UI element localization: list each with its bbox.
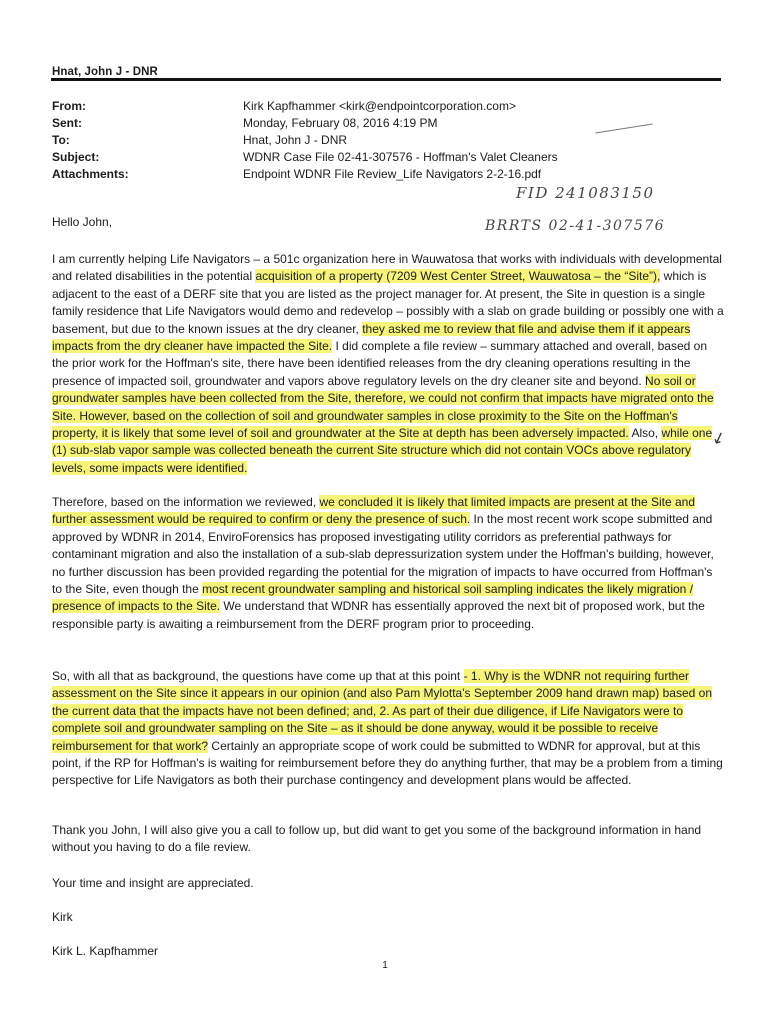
subject-value: WDNR Case File 02-41-307576 - Hoffman's Valet Cleaners: [243, 150, 558, 164]
to-label: To:: [52, 133, 70, 147]
p1-text-e: I did complete a file review – summary attached and overall, based on the prior work for the Hoffman's site, there have been identified releases from the dry cleaning operations resulting in the presence of impacted soil, groundwater and vapors above regulatory levels on the dry cleaner site and beyond.: [52, 339, 708, 388]
from-value: Kirk Kapfhammer <kirk@endpointcorporation.com>: [243, 99, 516, 113]
salutation: Hello John,: [52, 215, 113, 229]
header-rule: [51, 78, 721, 81]
from-label: From:: [52, 99, 86, 113]
p2-text-e: We understand that WDNR has essentially approved the next bit of proposed work, but the responsible party is awaiting a reimbursement from the DERF program prior to proceeding.: [52, 599, 705, 631]
p3-highlight-b: - 1. Why is the WDNR not requiring further assessment on the Site since it appears in our opinion (and also Pam Mylotta's September 2009 hand drawn map) based on the current data that the impacts have not been defined; and, 2. As part of their due diligence, if Life Navigators were to complete soil and groundwater sampling on the Site – as it should be done anyway, would it be possible to receive reimbursement for that work?: [52, 669, 713, 753]
paragraph-2: [52, 494, 724, 633]
pen-stroke-mark: [595, 123, 652, 133]
paragraph-1: [52, 251, 724, 477]
mailbox-owner: Hnat, John J - DNR: [52, 66, 158, 78]
handwritten-brrts: BRRTS 02-41-307576: [485, 218, 666, 234]
margin-arrow-mark: ↙: [709, 428, 729, 449]
p1-text-c: which is adjacent to the east of a DERF site that you are listed as the project manager for. At present, the Site in question is a single family residence that Life Navigators would demo and redevelop – possibly with a slab on grade building or possibly one with a basement, but due to the known issues at the dry cleaner,: [52, 269, 724, 336]
subject-label: Subject:: [52, 150, 100, 164]
sent-label: Sent:: [52, 116, 82, 130]
to-value: Hnat, John J - DNR: [243, 133, 348, 147]
p1-highlight-b: acquisition of a property (7209 West Center Street, Wauwatosa – the “Site”),: [255, 269, 661, 284]
p1-text-a: I am currently helping Life Navigators – a 501c organization here in Wauwatosa that works with individuals with developmental and related disabilities in the potential: [52, 252, 722, 284]
closing-line: Your time and insight are appreciated.: [52, 876, 254, 890]
sent-value: Monday, February 08, 2016 4:19 PM: [243, 116, 438, 130]
paragraph-4: Thank you John, I will also give you a call to follow up, but did want to get you some of the background information in hand without you having to do a file review.: [52, 823, 702, 855]
p1-text-g: Also,: [628, 426, 662, 441]
signature-full-name: Kirk L. Kapfhammer: [52, 944, 159, 958]
p2-highlight-b: we concluded it is likely that limited impacts are present at the Site and further assessment would be required to confirm or deny the presence of such.: [52, 495, 696, 527]
p2-highlight-d: most recent groundwater sampling and historical soil sampling indicates the likely migration / presence of impacts to the Site.: [52, 582, 694, 614]
page-number: 1: [382, 960, 388, 971]
p1-highlight-d: they asked me to review that file and advise them if it appears impacts from the dry cleaner have impacted the Site.: [52, 321, 691, 354]
attachments-label: Attachments:: [52, 167, 129, 181]
handwritten-fid: FID 241083150: [516, 184, 655, 202]
p1-highlight-f: No soil or groundwater samples have been collected from the Site, therefore, we could not confirm that impacts have migrated onto the Site. However, based on the collection of soil and groundwater samples in close proximity to the Site on the Hoffman's property, it is likely that some level of soil and groundwater at the Site at depth has been adversely impacted.: [52, 373, 714, 441]
p1-highlight-h: while one (1) sub-slab vapor sample was collected beneath the current Site structure which did not contain VOCs above regulatory levels, some impacts were identified.: [52, 426, 713, 475]
p3-text-c: Certainly an appropriate scope of work could be submitted to WDNR for approval, but at this point, if the RP for Hoffman's is waiting for reimbursement before they do anything further, that may be a problem from a timing perspective for Life Navigators as both their purchase contingency and development plans would be affected.: [52, 738, 723, 788]
paragraph-3: [52, 668, 724, 790]
p2-text-c: In the most recent work scope submitted and approved by WDNR in 2014, EnviroForensics has proposed investigating utility corridors as preferential pathways for contaminant migration and also the installation of a sub-slab depressurization system under the Hoffman's building, however, no further discussion has been provided regarding the potential for the migration of impacts to have occurred from Hoffman's to the Site, even though the: [52, 512, 714, 597]
p2-text-a: Therefore, based on the information we reviewed,: [52, 495, 320, 509]
attachments-value[interactable]: Endpoint WDNR File Review_Life Navigators 2-2-16.pdf: [243, 167, 542, 181]
p3-text-a: So, with all that as background, the questions have come up that at this point: [52, 669, 464, 683]
signature-first-name: Kirk: [52, 910, 73, 924]
